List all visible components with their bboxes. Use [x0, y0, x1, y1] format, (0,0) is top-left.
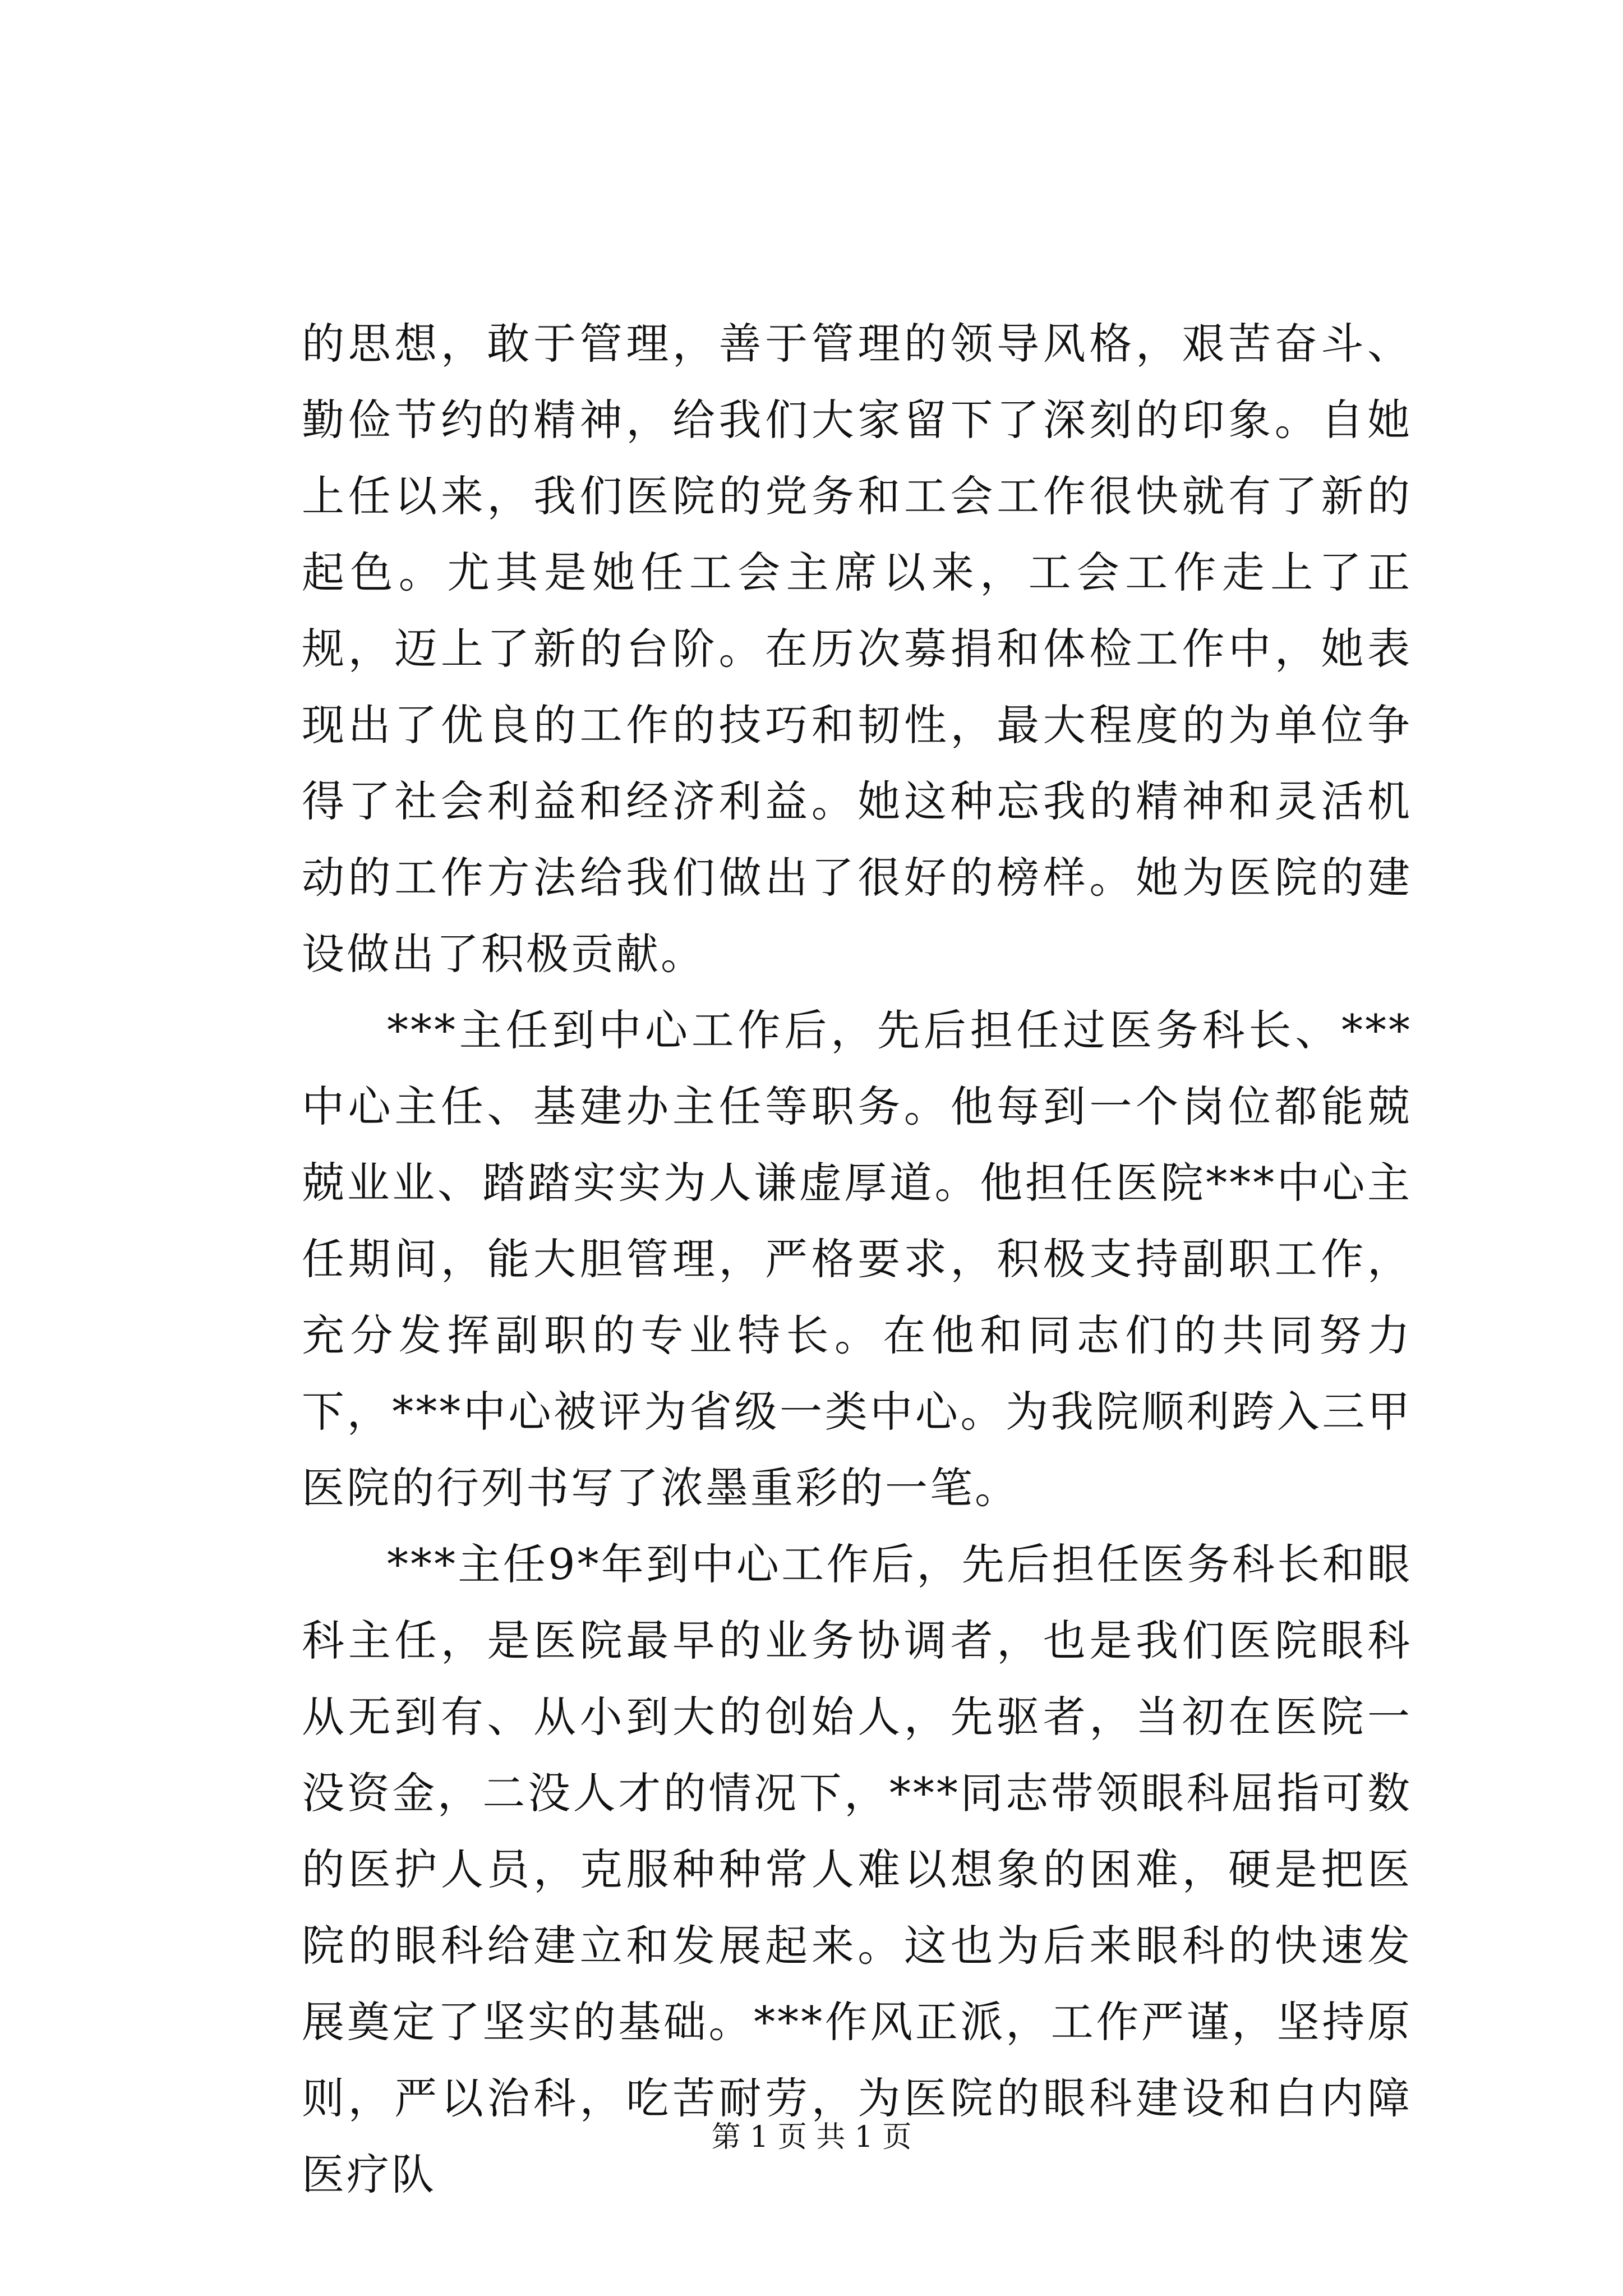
paragraph-ophthalmology-founder: ***主任9*年到中心工作后，先后担任医务科长和眼科主任，是医院最早的业务协调者，也是我们医院眼科从无到有、从小到大的创始人，先驱者，当初在医院一没资金，二没人才的情况下，***同志带领眼科屈指可数的医护人员，克服种种常人难以想象的困难，硬是把医院的眼科给建立和发展起来。这也为后来眼科的快速发展奠定了坚实的基础。***作风正派，工作严谨，坚持原则，严以治科，吃苦耐劳，为医院的眼科建设和白内障医疗队: [302, 1539, 1412, 2200]
paragraph-continuation: 的思想，敢于管理，善于管理的领导风格，艰苦奋斗、勤俭节约的精神，给我们大家留下了深刻的印象。自她上任以来，我们医院的党务和工会工作很快就有了新的起色。尤其是她任工会主席以来，工会工作走上了正规，迈上了新的台阶。在历次募捐和体检工作中，她表现出了优良的工作的技巧和韧性，最大程度的为单位争得了社会利益和经济利益。她这种忘我的精神和灵活机动的工作方法给我们做出了很好的榜样。她为医院的建设做出了积极贡献。: [302, 319, 1412, 979]
page-number-footer: 第 1 页 共 1 页: [711, 2120, 912, 2154]
document-body: [302, 306, 1412, 2213]
paragraph-director-tenure: ***主任到中心工作后，先后担任过医务科长、***中心主任、基建办主任等职务。他每到一个岗位都能兢兢业业、踏踏实实为人谦虚厚道。他担任医院***中心主任期间，能大胆管理，严格要求，积极支持副职工作，充分发挥副职的专业特长。在他和同志们的共同努力下，***中心被评为省级一类中心。为我院顺利跨入三甲医院的行列书写了浓墨重彩的一笔。: [302, 1005, 1412, 1513]
